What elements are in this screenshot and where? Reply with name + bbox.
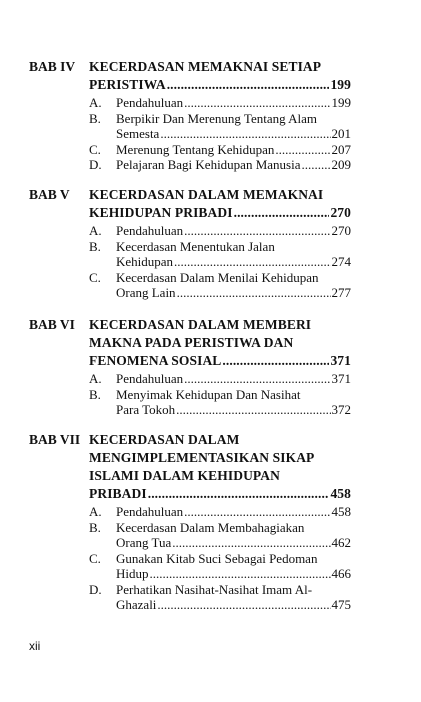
dot-leader [160,126,330,142]
section-letter: A. [89,223,102,238]
section-letter: C. [89,269,101,285]
chapter-page-number: 371 [330,353,351,368]
chapter-page-number: 270 [330,205,351,220]
dot-leader [222,352,329,370]
section-letter: A. [89,95,102,110]
chapter-title-line: MAKNA PADA PERISTIWA DAN [89,335,294,350]
section-page-number: 372 [331,402,351,417]
section-entry [89,142,351,158]
section-letter: C. [89,550,101,566]
section-title: Pendahuluan [116,223,184,238]
section-entry [89,95,351,111]
chapter-title-leader-line [89,485,351,503]
section-title-line: Berpikir Dan Merenung Tentang Alam [116,110,318,126]
chapter-title [89,58,351,94]
section-title: Kehidupan [116,254,174,269]
dot-leader [184,504,330,520]
section-list [89,95,351,173]
chapter-title-line: KECERDASAN DALAM MEMAKNAI [89,187,324,202]
section-title: Semesta [116,126,160,141]
chapter-entry [29,186,351,301]
section-letter: A. [89,504,102,519]
section-title-line: Kecerdasan Dalam Membahagiakan [116,519,305,535]
section-title-line: Perhatikan Nasihat-Nasihat Imam Al- [116,581,313,597]
section-title: Pendahuluan [116,371,184,386]
section-entry [89,371,351,387]
section-title: Orang Tua [116,535,172,550]
section-leader-line [116,157,351,173]
section-letter: B. [89,238,101,254]
section-entry [89,520,351,551]
chapter-entry [29,316,351,418]
chapter-label: BAB VII [29,432,81,447]
section-page-number: 462 [331,535,351,550]
section-title-line: Kecerdasan Menentukan Jalan [116,238,275,254]
dot-leader [157,597,330,613]
section-title: Hidup [116,566,149,581]
section-page-number: 209 [331,157,351,172]
section-leader-line [116,126,351,142]
chapter-title [89,186,351,222]
section-title-line: Kecerdasan Dalam Menilai Kehidupan [116,269,319,285]
section-leader-line [116,95,351,111]
section-leader-line [116,566,351,582]
chapter-title-line: KECERDASAN MEMAKNAI SETIAP [89,59,322,74]
section-leader-line [116,371,351,387]
dot-leader [275,142,330,158]
section-page-number: 199 [331,95,351,110]
dot-leader [167,76,330,94]
section-leader-line [116,142,351,158]
section-letter: D. [89,581,102,597]
section-entry [89,239,351,270]
chapter-entry [29,431,351,613]
section-page-number: 371 [331,371,351,386]
section-leader-line [116,535,351,551]
chapter-title-line: KECERDASAN DALAM [89,432,240,447]
dot-leader [177,285,331,301]
section-letter: B. [89,386,101,402]
section-leader-line [116,597,351,613]
section-entry [89,551,351,582]
section-leader-line [116,285,351,301]
chapter-title-line: PERISTIWA [89,77,166,92]
chapter-title-leader-line [89,76,351,94]
section-title: Para Tokoh [116,402,176,417]
section-leader-line [116,223,351,239]
dot-leader [148,485,330,503]
section-title: Orang Lain [116,285,176,300]
chapter-entry [29,58,351,173]
dot-leader [174,254,330,270]
section-leader-line [116,402,351,418]
section-page-number: 207 [331,141,351,157]
section-title-line: Menyimak Kehidupan Dan Nasihat [116,386,301,402]
chapter-page-number: 458 [330,486,351,501]
dot-leader [234,204,330,222]
section-page-number: 277 [331,285,351,300]
dot-leader [184,223,330,239]
dot-leader [176,402,330,418]
section-letter: C. [89,141,101,157]
section-list [89,371,351,418]
section-title: Ghazali [116,597,157,612]
section-title: Pendahuluan [116,504,184,519]
section-letter: D. [89,157,102,172]
chapter-label: BAB V [29,187,70,202]
dot-leader [301,157,330,173]
page-number-footer: xii [29,639,41,653]
section-title: Merenung Tentang Kehidupan [116,141,275,157]
section-page-number: 475 [331,597,351,612]
chapter-page-number: 199 [330,77,351,92]
section-entry [89,157,351,173]
chapter-title-leader-line [89,204,351,222]
chapter-title-line: MENGIMPLEMENTASIKAN SIKAP [89,450,315,465]
section-entry [89,223,351,239]
section-title: Pendahuluan [116,95,184,110]
dot-leader [184,371,330,387]
dot-leader [184,95,330,111]
section-entry [89,270,351,301]
chapter-title-line: ISLAMI DALAM KEHIDUPAN [89,468,280,483]
section-list [89,504,351,613]
section-title-line: Gunakan Kitab Suci Sebagai Pedoman [116,550,318,566]
chapter-title-line: KEHIDUPAN PRIBADI [89,205,233,220]
chapter-title-leader-line [89,352,351,370]
section-page-number: 458 [331,504,351,519]
chapter-title-line: KECERDASAN DALAM MEMBERI [89,317,312,332]
section-page-number: 270 [331,223,351,238]
dot-leader [150,566,331,582]
dot-leader [172,535,330,551]
chapter-label: BAB VI [29,317,75,332]
section-entry [89,582,351,613]
section-page-number: 274 [331,254,351,269]
chapter-title-line: FENOMENA SOSIAL [89,353,222,368]
section-entry [89,111,351,142]
chapter-title [89,316,351,370]
section-list [89,223,351,301]
chapter-title [89,431,351,503]
section-entry [89,504,351,520]
section-page-number: 201 [331,126,351,141]
section-leader-line [116,254,351,270]
section-letter: B. [89,519,101,535]
chapter-label: BAB IV [29,59,76,74]
section-leader-line [116,504,351,520]
section-letter: A. [89,371,102,386]
section-page-number: 466 [331,566,351,581]
section-title: Pelajaran Bagi Kehidupan Manusia [116,157,301,172]
chapter-title-line: PRIBADI [89,486,147,501]
section-entry [89,387,351,418]
section-letter: B. [89,110,101,126]
